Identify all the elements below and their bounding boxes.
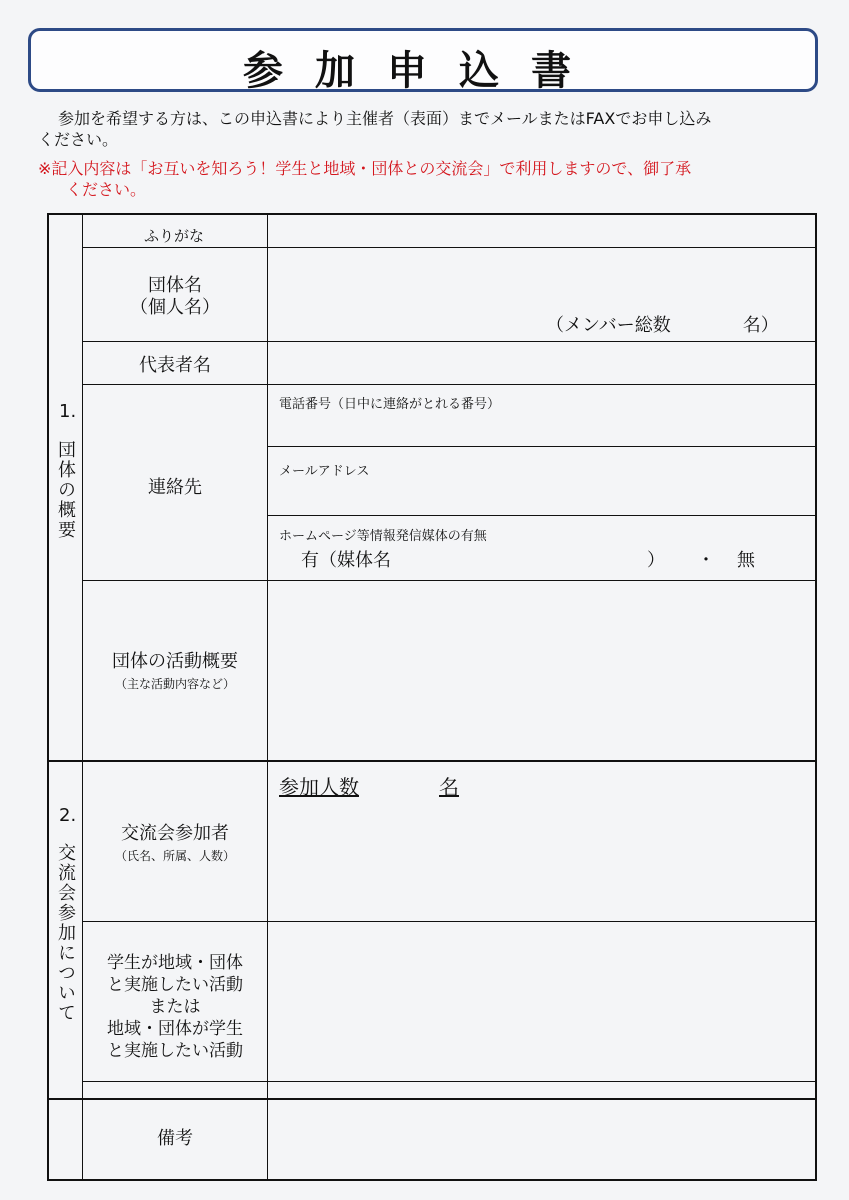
section-1-label: 団体の概要 (55, 440, 76, 540)
intro-line-2: ください。 (38, 130, 119, 149)
homepage-label: ホームページ等情報発信媒体の有無 (279, 529, 487, 544)
contact-label: 連絡先 (148, 477, 202, 498)
section-2-label: 交流会参加について (55, 843, 76, 1023)
title-box (28, 28, 818, 92)
application-form-table (47, 213, 817, 1181)
section-1-number: 1. (59, 401, 77, 422)
participants-field[interactable] (268, 761, 814, 920)
phone-label: 電話番号（日中に連絡がとれる番号） (279, 397, 501, 412)
org-name-label: 団体名 （個人名） (130, 275, 220, 318)
furigana-label: ふりがな (144, 227, 205, 245)
intro-line-1: 参加を希望する方は、この申込書により主催者（表面）までメールまたはFAXでお申し込み (58, 109, 712, 128)
furigana-field[interactable] (268, 216, 814, 246)
participant-count-label: 参加人数 名 (279, 775, 459, 799)
member-count-text: （メンバー総数 名） (546, 315, 779, 336)
page-title: 参加申込書 (243, 48, 603, 94)
email-field[interactable] (268, 477, 814, 514)
activity-field[interactable] (268, 581, 814, 759)
homepage-yes-option[interactable]: 有（媒体名 (301, 550, 391, 571)
privacy-note (38, 158, 818, 200)
representative-label: 代表者名 (139, 355, 211, 376)
note-line-1: ※記入内容は「お互いを知ろう！学生と地域・団体との交流会」で利用しますので、御了承 (38, 159, 692, 178)
intro-text (38, 108, 818, 150)
participants-label: 交流会参加者 （氏名、所属、人数） (114, 823, 235, 863)
homepage-no-option[interactable]: 無 (737, 550, 755, 571)
remarks-field[interactable] (268, 1100, 814, 1179)
activity-label: 団体の活動概要 （主な活動内容など） (112, 651, 238, 691)
representative-field[interactable] (268, 342, 814, 383)
activity-wish-label: 学生が地域・団体 と実施したい活動 または 地域・団体が学生 と実施したい活動 (107, 953, 243, 1061)
note-line-2: ください。 (66, 180, 147, 199)
activity-wish-field[interactable] (268, 922, 814, 1080)
email-label: メールアドレス (279, 464, 370, 479)
section-2-number: 2. (59, 805, 77, 826)
homepage-close-paren: ） (647, 550, 665, 571)
phone-field[interactable] (268, 411, 814, 445)
homepage-separator: ・ (697, 550, 715, 571)
remarks-label: 備考 (157, 1128, 193, 1149)
